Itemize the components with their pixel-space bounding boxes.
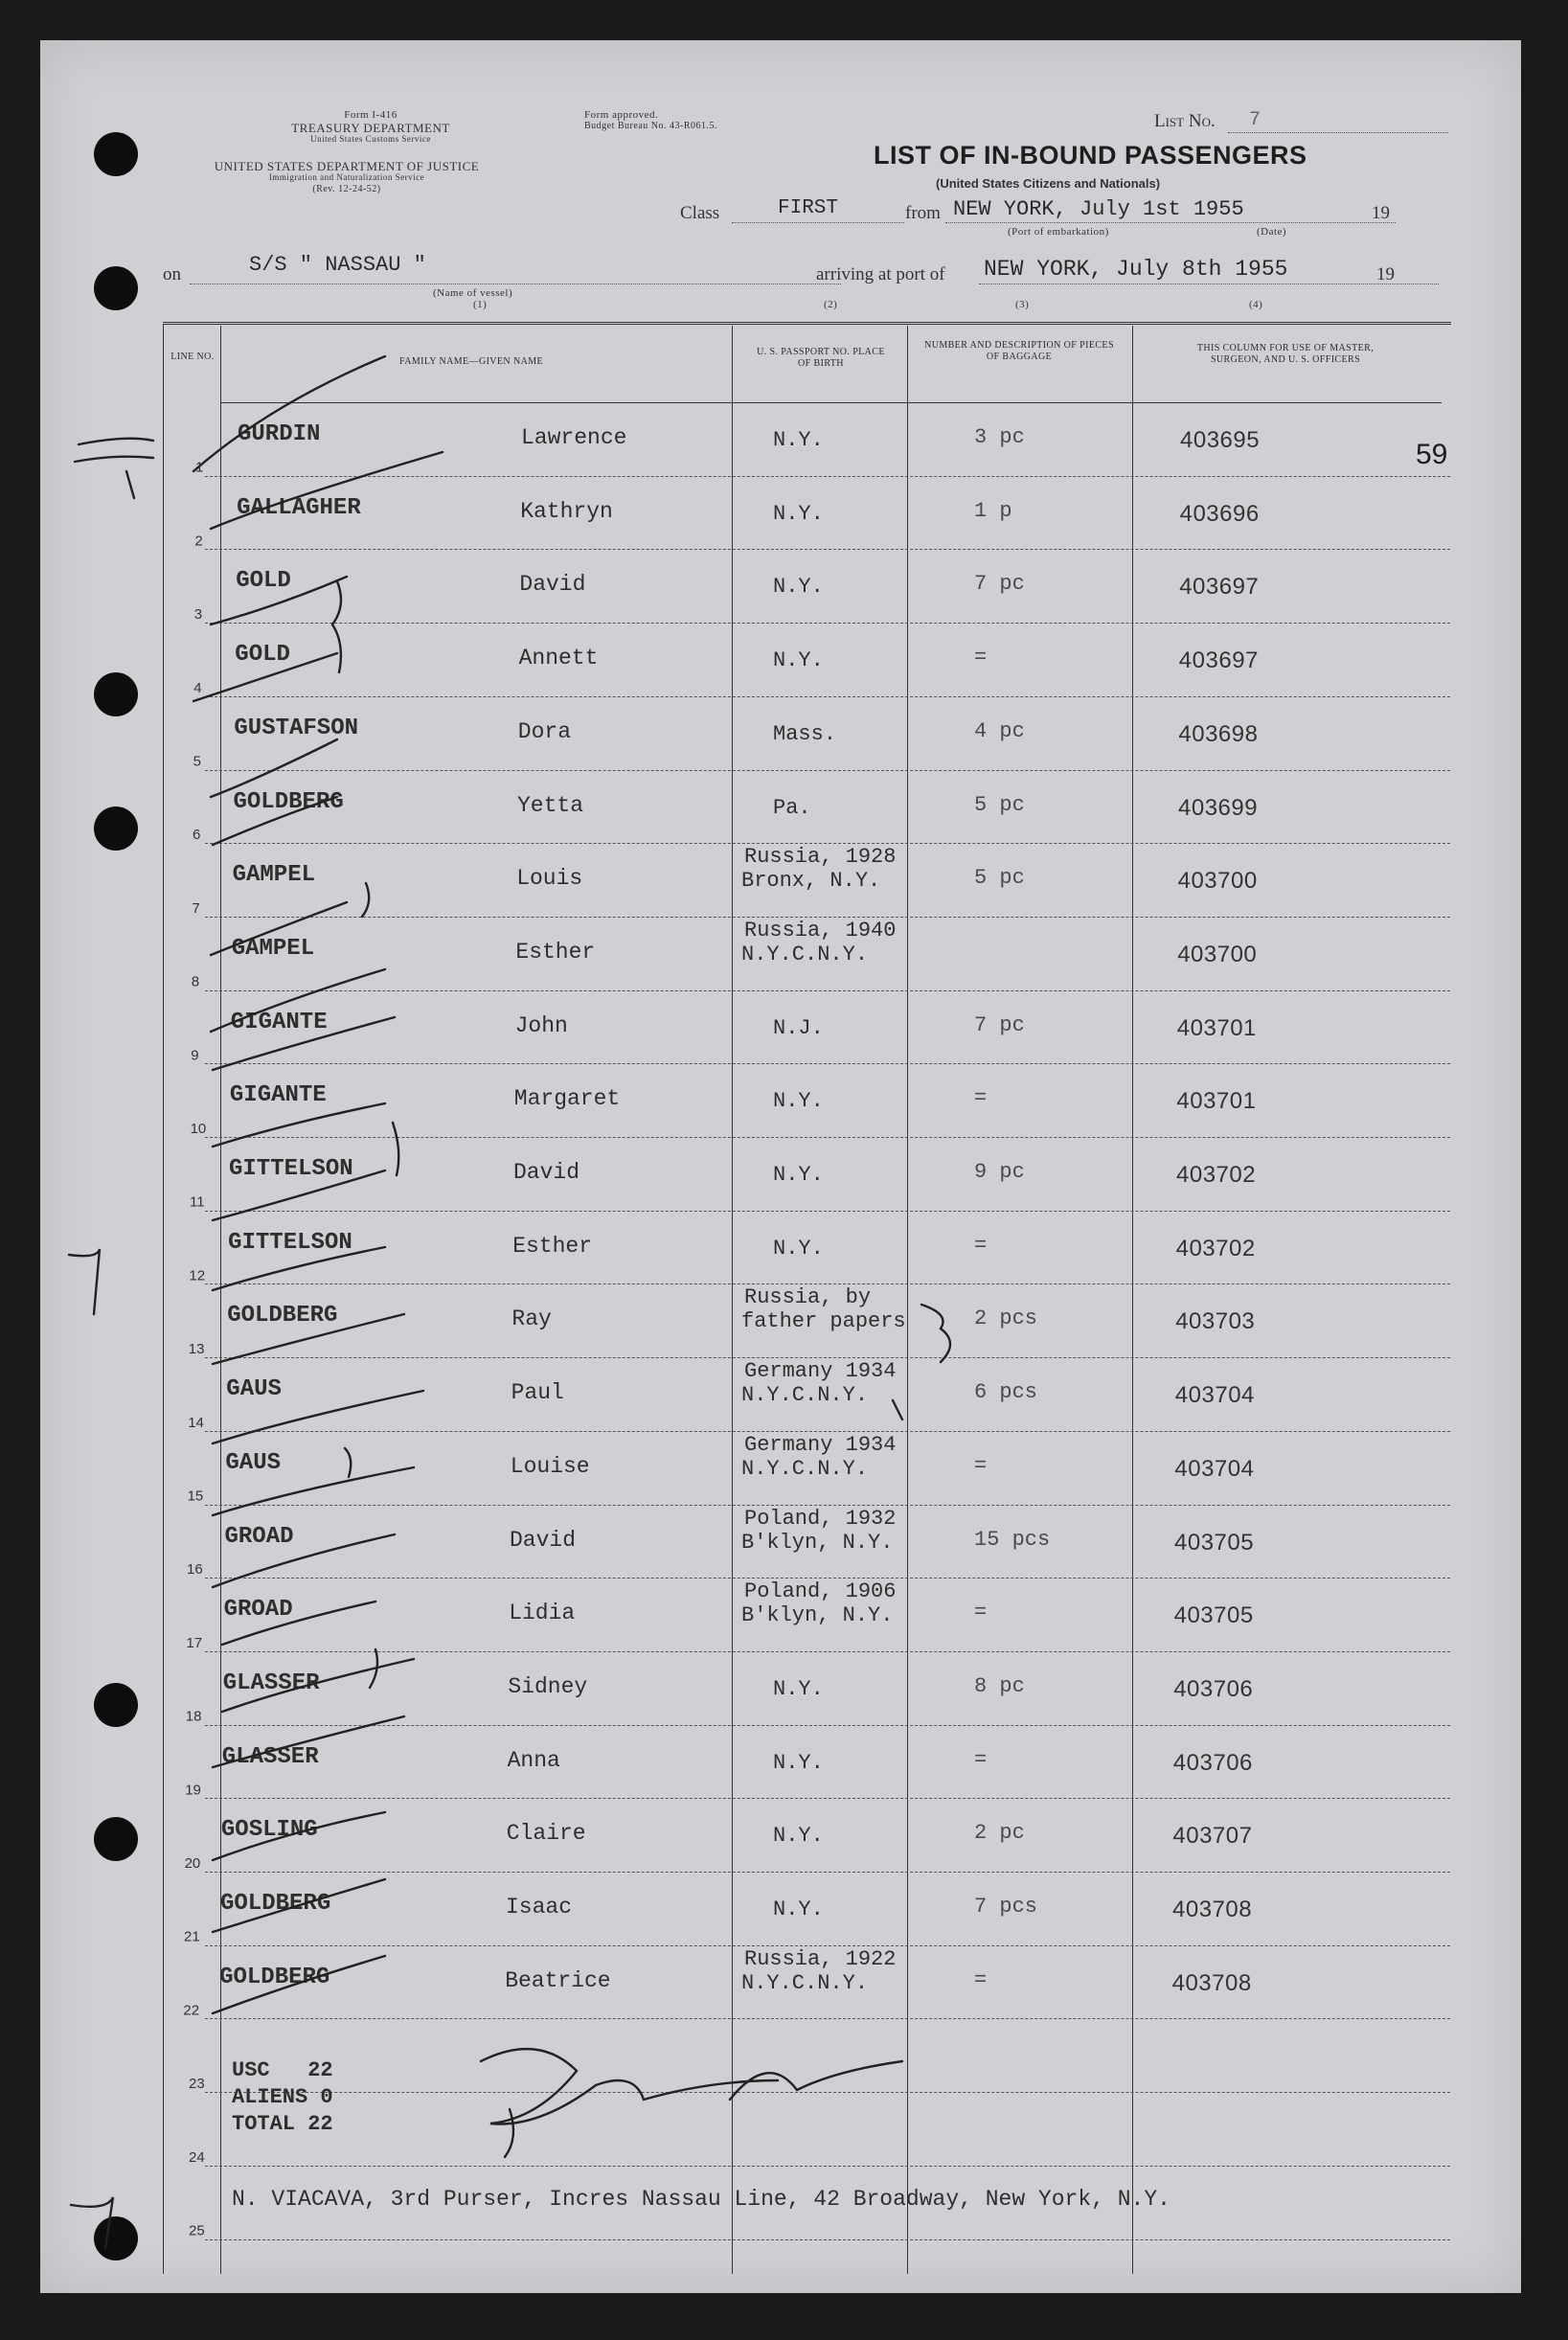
aliens-value: 0 [320,2085,333,2109]
birthplace-line1: Russia, by [744,1285,872,1310]
row-separator [205,2092,1450,2093]
family-name: GOLD [235,642,290,669]
port-caption: (Port of embarkation) [1008,226,1109,238]
binder-hole [94,1683,138,1727]
col-header-line: LINE NO. [170,352,215,362]
given-name: Isaac [506,1895,573,1920]
birthplace-line2: B'klyn, N.Y. [741,1530,894,1555]
birthplace-line1: Russia, 1940 [744,918,897,943]
baggage-count: 3 pc [974,425,1025,449]
row-separator [205,696,1450,697]
birthplace-line1: Germany 1934 [744,1359,897,1384]
col-header-passport: U. S. PASSPORT NO. PLACE OF BIRTH [757,347,885,369]
row-separator [205,917,1450,918]
binder-hole [94,132,138,176]
family-name: GROAD [224,1523,294,1550]
officer-number: 403706 [1173,1675,1254,1702]
birthplace-line2: N.Y. [773,1089,824,1114]
row-separator [205,1798,1450,1799]
row-separator [205,843,1450,844]
baggage-count: = [974,1601,988,1625]
col-num-2: (2) [824,299,838,310]
given-name: Ray [511,1306,552,1332]
form-number: Form I-416 [344,109,398,121]
list-no-value: 7 [1249,109,1261,131]
row-separator [205,2166,1450,2167]
row-separator [205,623,1450,624]
line-number: 18 [185,1708,202,1725]
customs-service: United States Customs Service [310,134,431,144]
usc-label: USC [232,2058,270,2082]
from-label: from [905,203,941,223]
line-number: 20 [184,1855,201,1872]
birthplace-line2: N.Y. [773,1676,824,1701]
table-top-border [163,322,1451,325]
officer-number: 403700 [1177,868,1258,895]
family-name: GIGANTE [230,1009,328,1035]
birthplace-line2: B'klyn, N.Y. [741,1603,894,1628]
given-name: Claire [506,1821,586,1847]
row-separator [205,1357,1450,1358]
line-number: 14 [188,1414,204,1431]
given-name: Paul [511,1380,564,1406]
col-header-baggage: NUMBER AND DESCRIPTION OF PIECES OF BAGGAGE [924,340,1114,362]
list-no-label: List No. [1154,111,1216,131]
page-number: 59 [1416,439,1448,470]
family-name: GUSTAFSON [234,715,359,741]
doj-title: UNITED STATES DEPARTMENT OF JUSTICE [214,159,480,173]
officer-number: 403704 [1174,1382,1255,1409]
family-name: GOLDBERG [220,1891,331,1917]
line-number: 16 [187,1561,203,1579]
family-name: GLASSER [221,1743,319,1770]
birthplace-line2: N.Y.C.N.Y. [741,1456,869,1481]
row-separator [205,1505,1450,1506]
line-number: 21 [184,1928,200,1945]
row-separator [205,1578,1450,1579]
line-number: 2 [194,533,203,550]
family-name: GALLAGHER [237,494,361,521]
arriving-label: arriving at port of [816,264,945,284]
row-separator [205,770,1450,771]
baggage-count: 15 pcs [974,1527,1051,1552]
line-number: 7 [192,899,200,917]
baggage-count: 9 pc [974,1160,1025,1184]
row-separator [205,990,1450,991]
binder-hole [94,807,138,851]
given-name: Beatrice [505,1967,611,1993]
binder-hole [94,672,138,716]
form-approved: Form approved. [584,109,659,121]
row-separator [205,2239,1450,2240]
given-name: David [519,572,586,598]
from-year-suffix: 19 [1372,203,1390,223]
total-label: TOTAL [232,2112,296,2136]
birthplace-line1: Russia, 1928 [744,845,897,870]
given-name: Sidney [508,1673,588,1699]
col-divider-place [907,326,908,2274]
birthplace-line2: N.Y.C.N.Y. [741,942,869,966]
row-separator [205,1211,1450,1212]
family-name: GITTELSON [228,1229,352,1256]
officer-number: 403702 [1176,1162,1257,1188]
baggage-count: 7 pcs [974,1895,1038,1919]
birthplace-line2: N.Y.C.N.Y. [741,1383,869,1408]
family-name: GIGANTE [229,1082,327,1109]
given-name: Esther [515,939,596,965]
manifest-sheet [40,40,1521,2293]
baggage-count: = [974,646,988,670]
family-name: GAUS [226,1376,282,1403]
line-number: 12 [189,1267,206,1284]
family-name: GOLDBERG [227,1303,338,1329]
binder-hole [94,266,138,310]
officer-number: 403701 [1176,1088,1257,1115]
family-name: GOLDBERG [233,788,344,815]
officer-number: 403708 [1171,1969,1252,1996]
line-number: 13 [188,1341,205,1358]
family-name: GOSLING [220,1817,318,1844]
birthplace-line2: N.Y. [773,1750,824,1775]
col-header-officers: THIS COLUMN FOR USE OF MASTER, SURGEON, AND U. S. OFFICERS [1196,343,1375,365]
birthplace-line2: N.Y. [773,501,824,526]
list-no-line [1228,132,1448,133]
from-value: NEW YORK, July 1st 1955 [953,197,1244,221]
baggage-count: 5 pc [974,792,1025,817]
officer-number: 403706 [1172,1749,1253,1776]
birthplace-line2: N.Y. [773,1824,824,1849]
officer-number: 403696 [1179,500,1260,527]
row-separator [205,1431,1450,1432]
given-name: Yetta [517,792,584,818]
family-name: GAUS [225,1449,281,1476]
document-subtitle: (United States Citizens and Nationals) [936,176,1161,191]
line-number: 5 [193,753,201,770]
given-name: Louis [516,866,583,892]
given-name: John [514,1012,568,1038]
col-divider-name [732,326,733,2274]
table-left-border [163,324,164,2274]
baggage-count: = [974,1086,988,1111]
officer-number: 403705 [1173,1602,1254,1629]
baggage-count: 7 pc [974,572,1025,597]
aliens-label: ALIENS [232,2085,308,2109]
row-separator [205,1651,1450,1652]
row-separator [205,1945,1450,1946]
row-separator [205,1137,1450,1138]
header-bottom-line [220,402,1442,403]
birthplace-line2: N.Y.C.N.Y. [741,1970,869,1995]
purser-line: N. VIACAVA, 3rd Purser, Incres Nassau Line, 42 Broadway, New York, N.Y. [232,2187,1170,2212]
baggage-count: 6 pcs [974,1380,1038,1405]
birthplace-line2: Bronx, N.Y. [741,869,881,894]
row-separator [205,549,1450,550]
birthplace-line1: Russia, 1922 [744,1946,897,1971]
baggage-count: 2 pcs [974,1306,1038,1331]
usc-total [232,2058,333,2082]
line-number: 23 [189,2076,205,2093]
officer-number: 403695 [1180,427,1261,453]
ins-title: Immigration and Naturalization Service [268,172,425,182]
family-name: GROAD [223,1597,293,1624]
officer-number: 403699 [1178,794,1259,821]
budget-bureau: Budget Bureau No. 43-R061.5. [584,121,717,131]
officer-number: 403700 [1177,941,1258,967]
officer-number: 403697 [1179,574,1260,601]
baggage-count: 4 pc [974,718,1025,743]
baggage-count: = [974,1233,988,1258]
binder-hole [94,1817,138,1861]
line-number: 17 [186,1634,203,1651]
given-name: David [510,1527,577,1553]
col-num-4: (4) [1249,299,1263,310]
family-name: GOLD [236,568,291,595]
class-label: Class [680,203,720,223]
row-separator [205,1872,1450,1873]
total-value: 22 [307,2112,333,2136]
line-number: 9 [191,1047,199,1064]
line-number: 19 [185,1782,201,1799]
birthplace-line2: Pa. [773,795,811,820]
given-name: Margaret [513,1086,621,1112]
birthplace-line2: N.Y. [773,1163,824,1187]
officer-number: 403705 [1174,1529,1255,1556]
baggage-count: 5 pc [974,866,1025,891]
birthplace-line2: Mass. [773,721,837,746]
line-number: 6 [193,827,201,844]
arriving-year-suffix: 19 [1376,264,1395,284]
line-number: 22 [183,2002,200,2019]
baggage-count: = [974,1967,988,1992]
baggage-count: = [974,1453,988,1478]
given-name: Lawrence [521,425,627,450]
given-name: David [513,1160,580,1185]
treasury-dept: TREASURY DEPARTMENT [291,121,450,135]
birthplace-line1: Germany 1934 [744,1432,897,1457]
family-name: GLASSER [222,1670,320,1696]
officer-number: 403708 [1172,1897,1253,1922]
row-separator [205,1725,1450,1726]
arriving-value: NEW YORK, July 8th 1955 [984,257,1288,282]
officer-number: 403697 [1178,647,1259,674]
officer-number: 403701 [1176,1014,1257,1041]
line-number: 24 [189,2148,205,2166]
given-name: Lidia [509,1601,576,1626]
birthplace-line1: Poland, 1932 [744,1506,897,1531]
from-line [945,222,1396,223]
baggage-count: 8 pc [974,1673,1025,1698]
binder-hole [94,2216,138,2260]
family-name: GITTELSON [229,1156,353,1182]
family-name: GAMPEL [232,862,316,889]
birthplace-line2: father papers [741,1309,906,1334]
officer-number: 403704 [1174,1455,1255,1482]
given-name: Esther [512,1233,593,1259]
family-name: GOLDBERG [219,1964,330,1990]
vessel-value: S/S " NASSAU " [249,253,426,277]
col-num-3: (3) [1015,299,1030,310]
on-label: on [163,264,181,284]
birthplace-line2: N.Y. [773,1897,824,1921]
overall-total [232,2112,333,2136]
line-number: 1 [195,459,204,476]
class-line [732,222,904,223]
row-separator [205,476,1450,477]
line-number: 15 [187,1488,204,1505]
birthplace-line1: Poland, 1906 [744,1579,897,1604]
line-number: 11 [190,1193,205,1211]
baggage-count: 7 pc [974,1012,1025,1037]
usc-value: 22 [307,2058,333,2082]
line-number: 10 [190,1121,207,1137]
row-separator [205,2018,1450,2019]
family-name: GAMPEL [231,935,315,962]
birthplace-line2: N.Y. [773,575,824,600]
baggage-count: = [974,1747,988,1772]
officer-number: 403702 [1175,1235,1256,1261]
col-header-name: FAMILY NAME—GIVEN NAME [398,356,543,367]
line-number: 8 [191,973,200,990]
given-name: Kathryn [520,498,613,524]
rev-date: (Rev. 12-24-52) [312,184,381,194]
officer-number: 403698 [1178,720,1259,747]
birthplace-line2: N.J. [773,1015,824,1040]
birthplace-line2: N.Y. [773,1236,824,1261]
col-divider-bag [1132,326,1133,2274]
vessel-caption: (Name of vessel) [433,287,513,299]
line-number: 3 [193,606,203,624]
officer-number: 403707 [1172,1823,1253,1850]
date-caption: (Date) [1257,226,1287,238]
officer-number: 403703 [1175,1308,1256,1335]
class-value: FIRST [778,197,839,219]
baggage-count: 2 pc [974,1821,1025,1846]
family-name: GURDIN [238,421,321,447]
given-name: Anna [507,1747,560,1773]
birthplace-line2: N.Y. [773,428,824,452]
vessel-num: (1) [473,299,488,310]
baggage-count: 1 p [974,498,1012,523]
line-number: 4 [193,679,202,696]
document-title: LIST OF IN-BOUND PASSENGERS [874,141,1307,170]
aliens-total [232,2085,333,2109]
birthplace-line2: N.Y. [773,648,824,673]
line-number: 25 [189,2222,205,2239]
given-name: Dora [517,718,572,744]
given-name: Annett [518,646,599,671]
row-separator [205,1063,1450,1064]
given-name: Louise [510,1453,590,1479]
